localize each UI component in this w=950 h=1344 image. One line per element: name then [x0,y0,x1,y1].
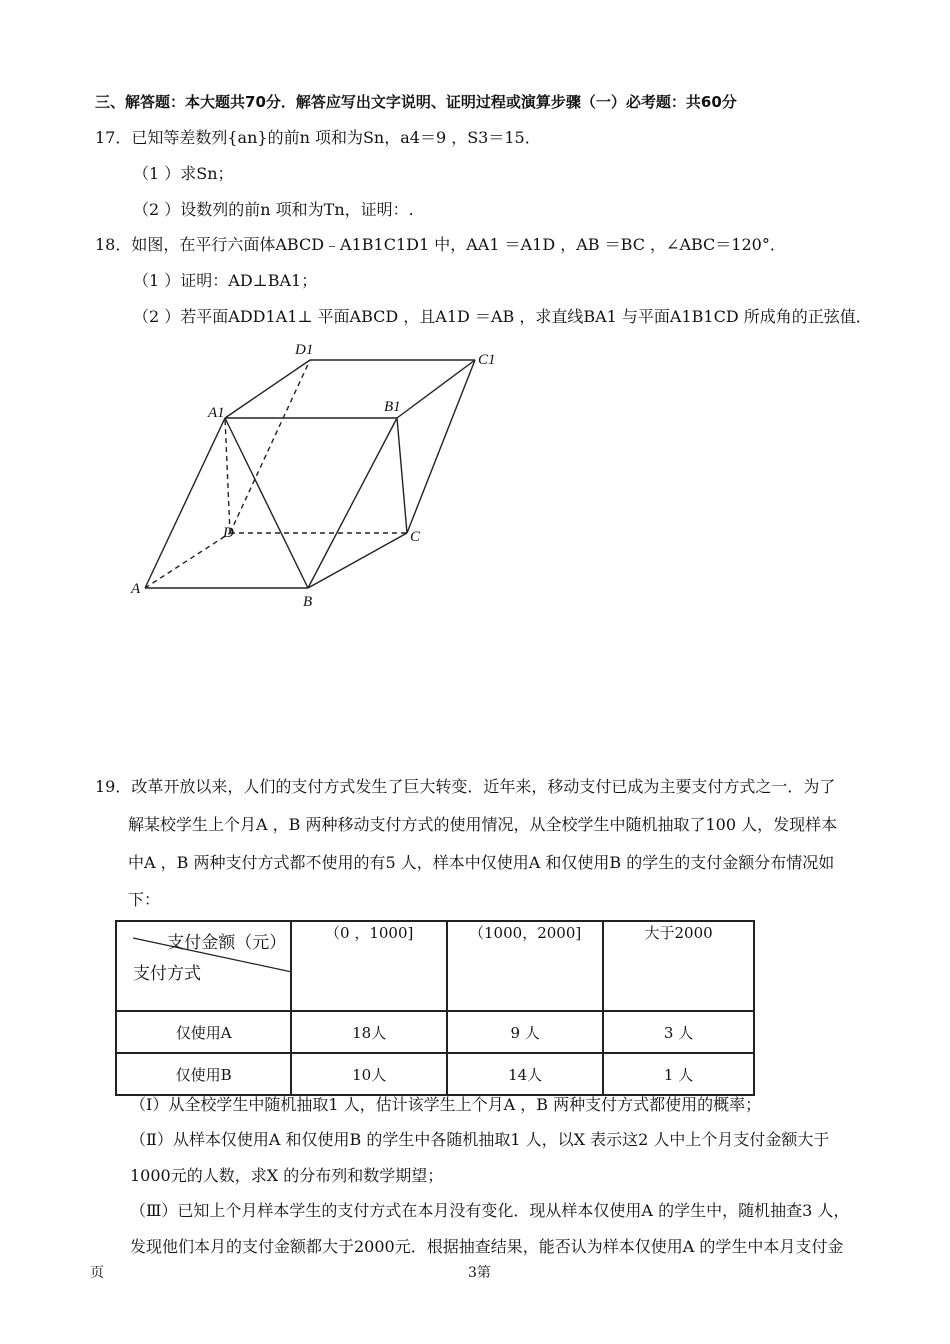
footer-left: 页 [90,1265,104,1281]
q19-sub3-line1: （Ⅲ）已知上个月样本学生的支付方式在本月没有变化．现从样本仅使用A 的学生中，随机抽查3 人， [130,1201,850,1220]
table-cell: 9 人 [447,1011,603,1053]
edge-a1-b [225,418,308,588]
label-a1: A1 [208,405,225,421]
table-cell: 3 人 [603,1011,754,1053]
edge-d-d1 [230,360,310,533]
section-heading: 三、解答题：本大题共70分．解答应写出文字说明、证明过程或演算步骤（一）必考题：共60分 [95,93,737,111]
footer-page-number: 3第 [468,1265,491,1281]
q19-line4: 下： [128,890,161,909]
label-a: A [131,581,141,597]
row-label: 仅使用B [116,1053,291,1095]
q19-sub3-line2: 发现他们本月的支付金额都大于2000元．根据抽查结果，能否认为样本仅使用A 的学生中本月支付金 [130,1237,844,1256]
q19-sub2-line1: （Ⅱ）从样本仅使用A 和仅使用B 的学生中各随机抽取1 人，以X 表示这2 人中上个月支付金额大于 [130,1130,830,1149]
corner-bottom-label: 支付方式 [133,964,201,984]
corner-top-label: 支付金额（元） [167,933,287,953]
table-cell: 14人 [447,1053,603,1095]
table-row [116,1053,754,1095]
payment-table [115,920,755,1096]
q17-part2: （2 ）设数列的前n 项和为Tn，证明：. [133,200,414,219]
q18-stem: 18．如图，在平行六面体ABCD﹣A1B1C1D1 中，AA1 ＝A1D ，AB ＝BC ，∠ABC＝120°． [95,235,786,254]
row-label: 仅使用A [116,1011,291,1053]
table-cell: 10人 [291,1053,447,1095]
q19-line1: 19．改革开放以来，人们的支付方式发生了巨大转变．近年来，移动支付已成为主要支付方式之一．为了 [95,777,836,796]
column-header: （1000，2000] [447,921,603,1011]
q18-part1: （1 ）证明：AD⊥BA1； [133,271,318,290]
q17-part1: （1 ）求Sn； [133,164,234,183]
label-c1: C1 [478,352,496,368]
edge-b1-c [397,418,407,533]
parallelepiped-figure [120,335,520,615]
label-c: C [410,529,421,545]
column-header: 大于2000 [603,921,754,1011]
q19-line3: 中A ，B 两种支付方式都不使用的有5 人，样本中仅使用A 和仅使用B 的学生的支付金额分布情况如 [128,853,835,872]
q19-sub1: （Ⅰ）从全校学生中随机抽取1 人，估计该学生上个月A ，B 两种支付方式都使用的概率； [130,1095,762,1114]
label-d: D [223,525,234,541]
table-row [116,1011,754,1053]
edge-a1-d1 [225,360,310,418]
table-cell: 1 人 [603,1053,754,1095]
edge-d-a1 [225,418,230,533]
q18-part2: （2 ）若平面ADD1A1⊥ 平面ABCD ，且A1D ＝AB ，求直线BA1 与平面A1B1CD 所成角的正弦值． [133,307,872,326]
column-header: （0 ，1000] [291,921,447,1011]
table-header-row [116,921,754,1011]
table-corner-cell [116,921,291,1011]
q19-line2: 解某校学生上个月A ，B 两种移动支付方式的使用情况，从全校学生中随机抽取了100 人，发现样本 [128,815,838,834]
label-d1: D1 [295,342,314,358]
table-cell: 18人 [291,1011,447,1053]
label-b: B [303,594,313,610]
q17-stem: 17．已知等差数列{an}的前n 项和为Sn，a4＝9 ，S3＝15． [95,128,541,147]
q19-sub2-line2: 1000元的人数，求X 的分布列和数学期望； [130,1166,444,1185]
label-b1: B1 [384,399,401,415]
